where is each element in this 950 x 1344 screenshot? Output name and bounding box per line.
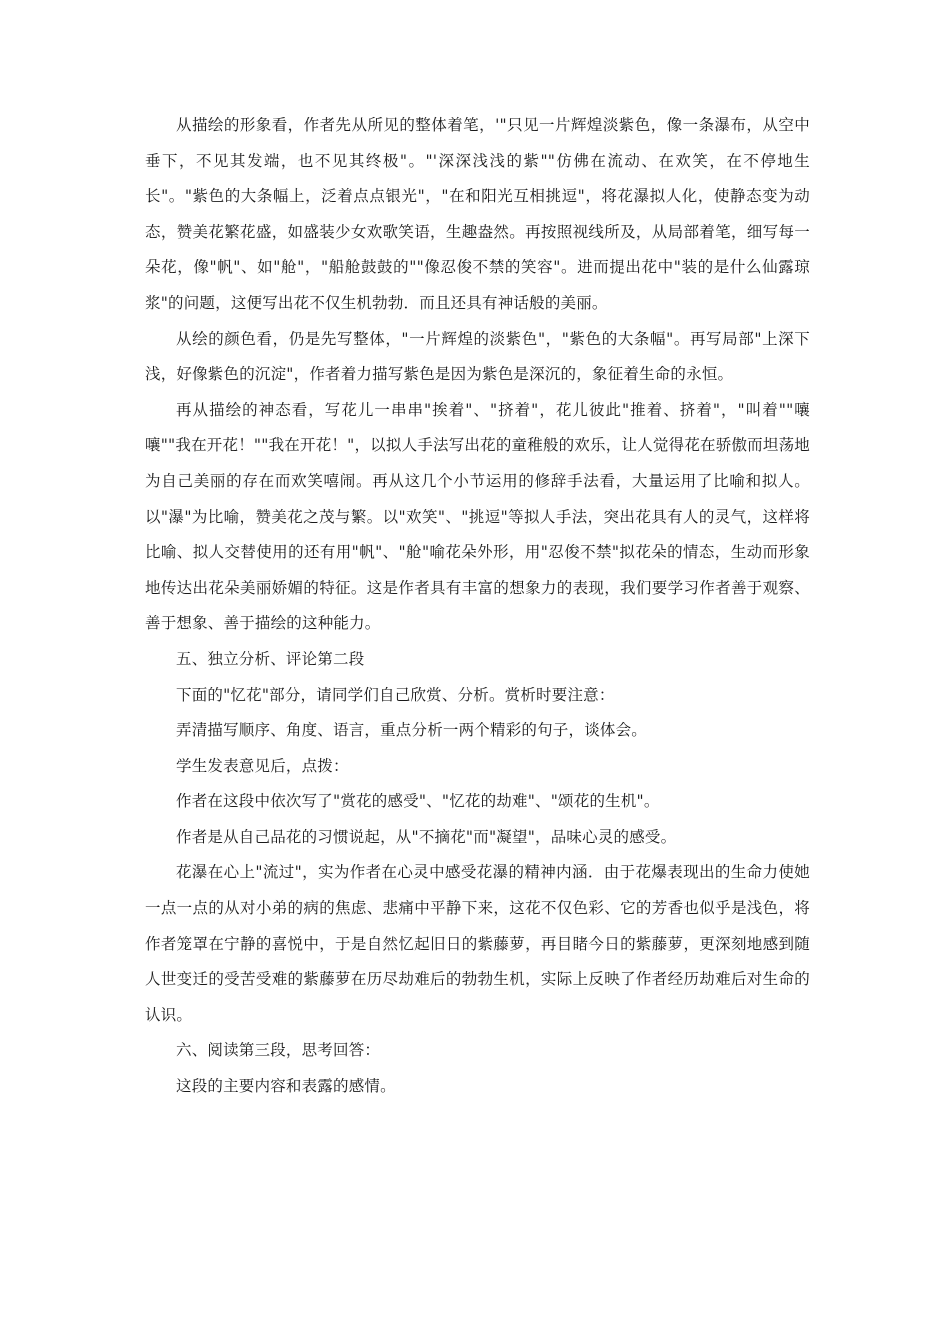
- paragraph-flower-waterfall: 花瀑在心上"流过"，实为作者在心灵中感受花瀑的精神内涵．由于花爆表现出的生命力使她一点一点的从对小弟的病的焦虑、悲痛中平静下来，这花不仅色彩、它的芳香也似乎是浅色，将作者笼罩在宁静的喜悦中，于是自然忆起旧日的紫藤萝，再目睹今日的紫藤萝，更深刻地感到随人世变迁的受苦受难的紫藤萝在历尽劫难后的勃勃生机，实际上反映了作者经历劫难后对生命的认识。: [145, 863, 810, 1024]
- paragraph-habit: 作者是从自己品花的习惯说起，从"不摘花"而"凝望"，品味心灵的感受。: [176, 827, 677, 846]
- document-page: [145, 108, 810, 1105]
- paragraph-guidance: 学生发表意见后，点拨：: [176, 756, 349, 775]
- section-heading-five: 五、独立分析、评论第二段: [176, 649, 365, 668]
- paragraph-color-analysis: 从绘的颜色看，仍是先写整体，"一片辉煌的淡紫色"，"紫色的大条幅"。再写局部"上深下浅，好像紫色的沉淀"，作者着力描写紫色是因为紫色是深沉的，象征着生命的永恒。: [145, 329, 810, 384]
- paragraph-instruction: 下面的"忆花"部分，请同学们自己欣赏、分析。赏析时要注意：: [176, 685, 615, 704]
- paragraph-question: 这段的主要内容和表露的感情。: [176, 1077, 396, 1096]
- paragraph-manner-analysis: 再从描绘的神态看，写花儿一串串"挨着"、"挤着"，花儿彼此"推着、挤着"，"叫着""嚷嚷""我在开花！""我在开花！"，以拟人手法写出花的童稚般的欢乐，让人觉得花在骄傲而坦荡地为自己美丽的存在而欢笑嘻闹。再从这几个小节运用的修辞手法看，大量运用了比喻和拟人。以"瀑"为比喻，赞美花之茂与繁。以"欢笑"、"挑逗"等拟人手法，突出花具有人的灵气，这样将比喻、拟人交替使用的还有用"帆"、"舱"喻花朵外形，用"忍俊不禁"拟花朵的情态，生动而形象地传达出花朵美丽娇媚的特征。这是作者具有丰富的想象力的表现，我们要学习作者善于观察、善于想象、善于描绘的这种能力。: [145, 400, 810, 633]
- paragraph-sequence: 作者在这段中依次写了"赏花的感受"、"忆花的劫难"、"颂花的生机"。: [176, 792, 660, 811]
- paragraph-requirement: 弄清描写顺序、角度、语言，重点分析一两个精彩的句子，谈体会。: [176, 721, 648, 740]
- section-heading-six: 六、阅读第三段，思考回答：: [176, 1041, 381, 1060]
- paragraph-image-analysis: 从描绘的形象看，作者先从所见的整体着笔，'"只见一片辉煌淡紫色，像一条瀑布，从空中垂下，不见其发端，也不见其终极"。"'深深浅浅的紫""仿佛在流动、在欢笑，在不停地生长"。"紫色的大条幅上，泛着点点银光"，"在和阳光互相挑逗"，将花瀑拟人化，使静态变为动态，赞美花繁花盛，如盛装少女欢歌笑语，生趣盎然。再按照视线所及，从局部着笔，细写每一朵花，像"帆"、如"舱"，"船舱鼓鼓的""像忍俊不禁的笑容"。进而提出花中"装的是什么仙露琼浆"的问题，这便写出花不仅生机勃勃．而且还具有神话般的美丽。: [145, 116, 810, 312]
